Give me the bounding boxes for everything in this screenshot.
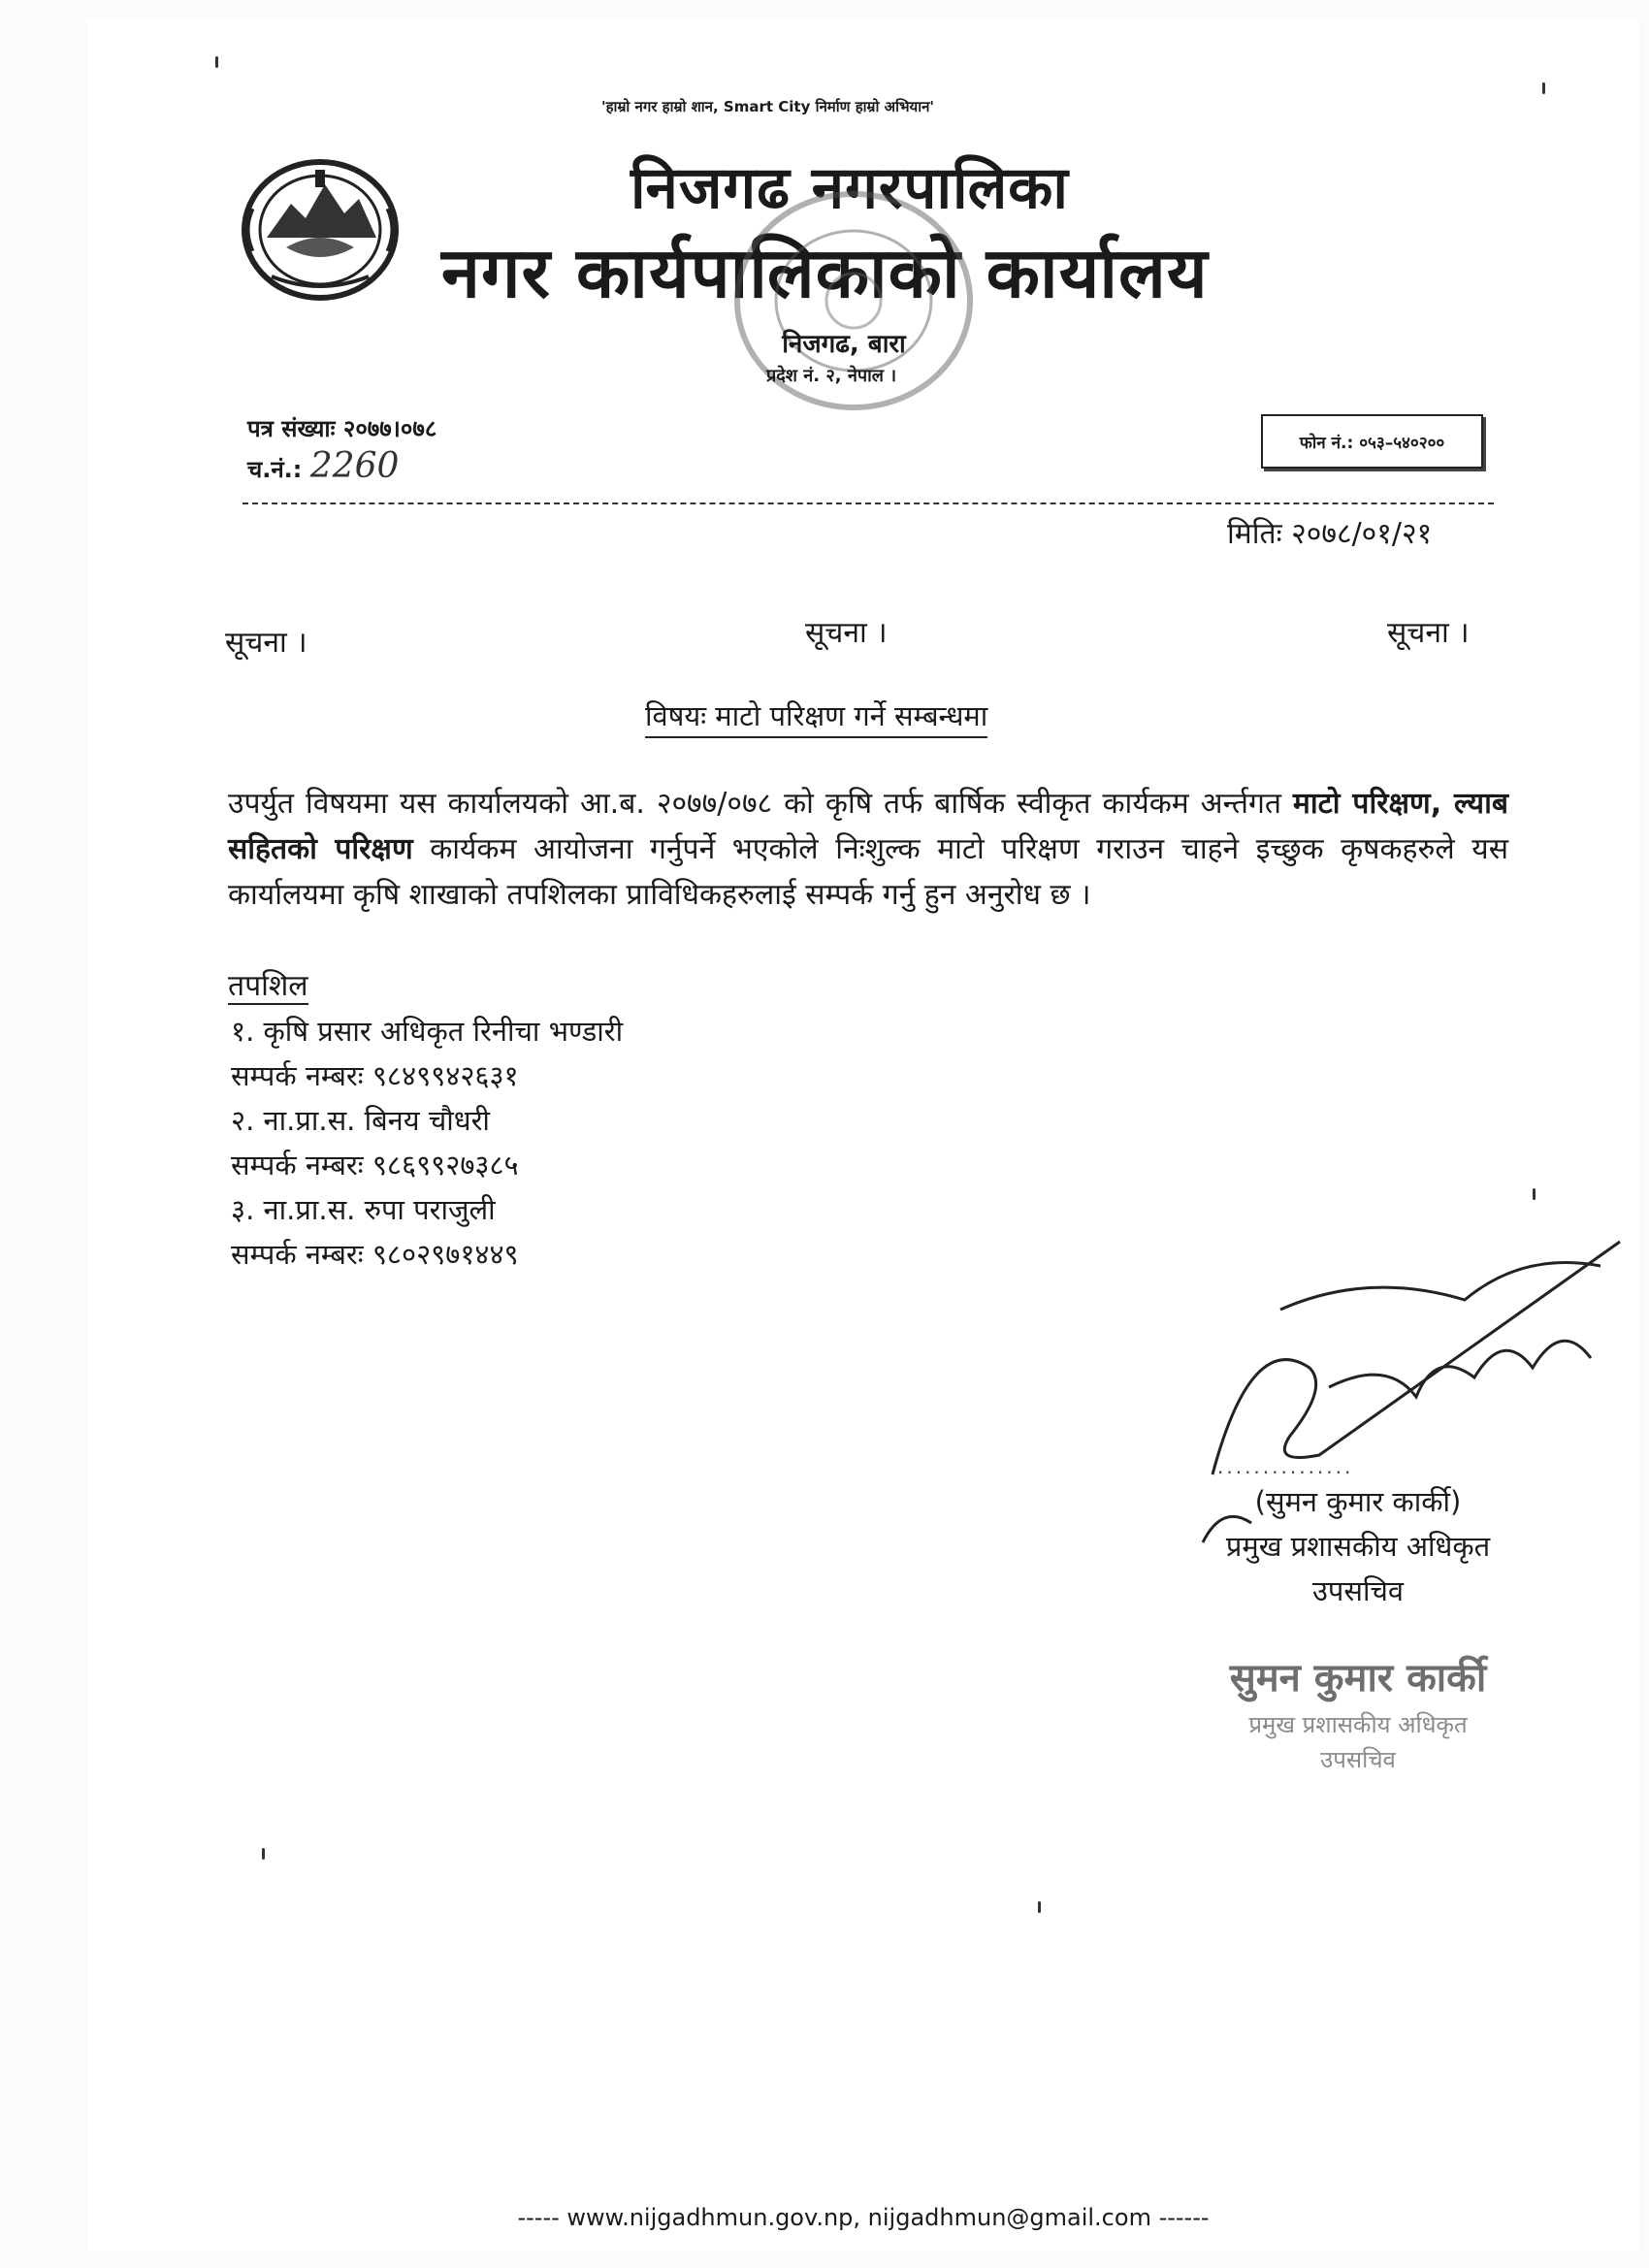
signature-line: ............... [1217,1455,1354,1478]
body-text-part2: कार्यकम आयोजना गर्नुपर्ने भएकोले निःशुल्क माटो परिक्षण गराउन चाहने इच्छुक कृषकहरुले यस कार्यालयमा कृषि शाखाको तपशिलका प्राविधिकहरुलाई सम्पर्क गर्नु हुन अनुरोध छ । [228,832,1508,912]
contact-name: ३. ना.प्रा.स. रुपा पराजुली [231,1193,496,1226]
office-seal-stamp [718,175,989,427]
stamp-rank: उपसचिव [1320,1746,1396,1773]
contact-name: २. ना.प्रा.स. बिनय चौधरी [231,1104,490,1137]
contact-phone: सम्पर्क नम्बरः ९८०२९७१४४९ [231,1238,519,1271]
signatory-rank: उपसचिव [1311,1574,1405,1607]
letter-number-value: २०७७।०७८ [342,415,437,442]
dispatch-number-label: च.नं.: [247,456,303,483]
contact-phone: सम्पर्क नम्बरः ९८४९९४२६३१ [231,1059,519,1092]
signatory-block [1198,1479,1518,1613]
signatory-name: (सुमन कुमार कार्की) [1254,1485,1462,1518]
details-heading: तपशिल [228,969,308,1003]
letter-body [228,781,1508,918]
stamp-post: प्रमुख प्रशासकीय अधिकृत [1248,1711,1468,1738]
stamp-post-block [1179,1707,1537,1777]
contact-name: १. कृषि प्रसार अधिकृत रिनीचा भण्डारी [231,1015,624,1048]
body-text-part1: उपर्युत विषयमा यस कार्यालयको आ.ब. २०७७/०७८ को कृषि तर्फ बार्षिक स्वीकृत कार्यकम अर्न्तगत [228,787,1281,821]
municipality-motto: 'हाम्रो नगर हाम्रो शान, Smart City निर्माण हाम्रो अभियान' [601,98,935,115]
scan-speck [1542,82,1545,94]
dispatch-number [247,446,399,486]
footer-contact: ----- www.nijgadhmun.gov.np, nijgadhmun@gmail.com ------ [517,2204,1210,2231]
office-province: प्रदेश नं. २, नेपाल । [766,366,897,386]
office-title: नगर कार्यपालिकाको कार्यालय [441,232,1209,313]
letter-subject: विषयः माटो परिक्षण गर्ने सम्बन्धमा [645,697,987,738]
dispatch-number-value: 2260 [309,446,400,486]
nepal-emblem-icon [233,150,407,306]
letter-date: मितिः २०७८/०१/२१ [1227,517,1433,551]
contact-list [231,1009,623,1277]
scan-speck [1533,1188,1536,1200]
phone-box: फोन नं.: ०५३–५४०२०० [1261,414,1483,469]
scan-speck [262,1848,265,1860]
stamp-name: सुमन कुमार कार्की [1229,1656,1487,1701]
body-text-bold: माटो परिक्षण, ल्याब सहितको परिक्षण [228,787,1508,866]
notice-heading-left: सूचना । [225,626,307,660]
notice-heading-center: सूचना । [805,616,888,650]
signatory-post: प्रमुख प्रशासकीय अधिकृत [1225,1530,1491,1563]
header-divider [242,502,1494,504]
letter-number-label: पत्र संख्याः [247,415,336,442]
contact-phone: सम्पर्क नम्बरः ९८६९९२७३८५ [231,1149,519,1182]
scan-speck [215,56,218,68]
office-name: निजगढ नगरपालिका [630,154,1069,222]
office-address: निजगढ, बारा [782,330,906,359]
letter-number [247,412,436,444]
notice-heading-right: सूचना । [1387,616,1470,650]
scan-speck [1038,1901,1041,1913]
